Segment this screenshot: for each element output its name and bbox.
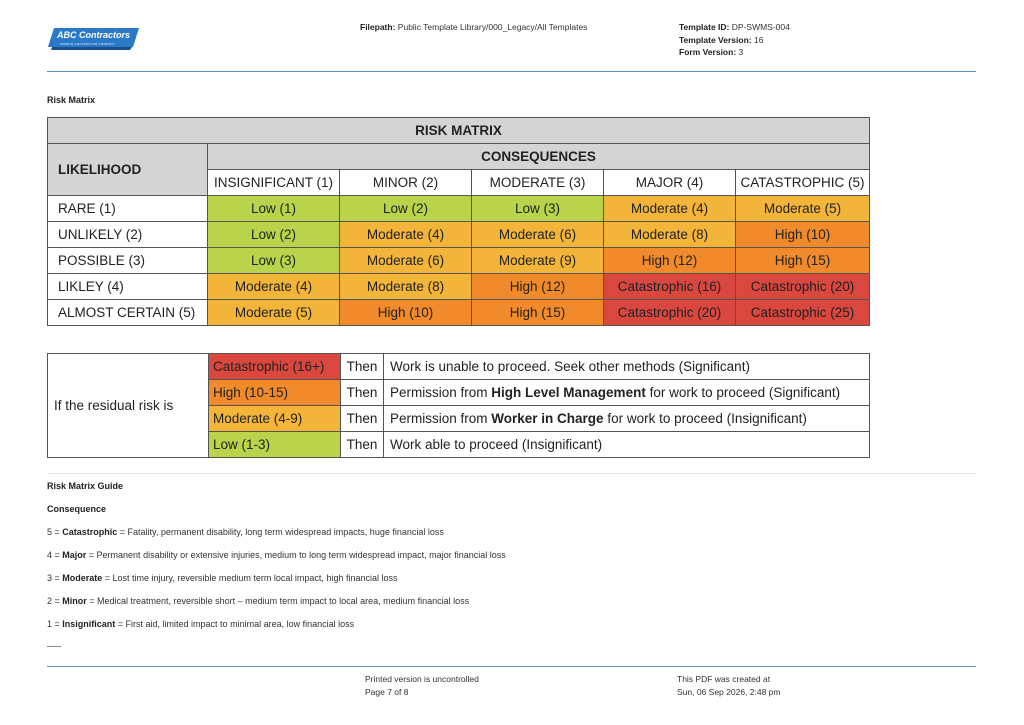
then-word: Then bbox=[341, 432, 384, 458]
desc-bold: High Level Management bbox=[491, 385, 646, 400]
risk-cell: High (10) bbox=[736, 222, 870, 248]
section-title: Risk Matrix bbox=[47, 95, 96, 105]
footer-divider bbox=[47, 666, 976, 667]
column-header: MAJOR (4) bbox=[604, 170, 736, 196]
risk-cell: Catastrophic (16) bbox=[604, 274, 736, 300]
guide-subtitle: Consequence bbox=[47, 504, 107, 514]
uncontrolled-note: Printed version is uncontrolled bbox=[365, 674, 479, 684]
risk-cell: Moderate (8) bbox=[604, 222, 736, 248]
guide-term: Major bbox=[62, 550, 87, 560]
residual-risk-table bbox=[47, 353, 870, 458]
residual-level: Moderate (4-9) bbox=[209, 406, 341, 432]
risk-cell: Moderate (4) bbox=[208, 274, 340, 300]
template-id-label: Template ID: bbox=[679, 22, 730, 32]
guide-item bbox=[47, 619, 354, 629]
filepath bbox=[360, 21, 587, 34]
residual-description bbox=[384, 354, 870, 380]
template-version-label: Template Version: bbox=[679, 34, 752, 45]
residual-label: If the residual risk is bbox=[48, 354, 209, 458]
desc-bold: Worker in Charge bbox=[491, 411, 604, 426]
risk-cell: Moderate (6) bbox=[472, 222, 604, 248]
created-value: Sun, 06 Sep 2026, 2:48 pm bbox=[677, 686, 781, 697]
row-label: UNLIKELY (2) bbox=[48, 222, 208, 248]
footer-created-info bbox=[677, 673, 781, 698]
matrix-row bbox=[48, 196, 870, 222]
risk-cell: Moderate (8) bbox=[340, 274, 472, 300]
risk-cell: Catastrophic (20) bbox=[604, 300, 736, 326]
footer-print-info bbox=[365, 673, 479, 698]
desc-text: Permission from bbox=[390, 411, 492, 426]
created-label: This PDF was created at bbox=[677, 674, 771, 684]
risk-cell: High (15) bbox=[472, 300, 604, 326]
risk-cell: Low (2) bbox=[208, 222, 340, 248]
risk-cell: Catastrophic (20) bbox=[736, 274, 870, 300]
residual-description bbox=[384, 406, 870, 432]
desc-text: for work to proceed (Insignificant) bbox=[603, 411, 807, 426]
template-id-line bbox=[679, 21, 790, 34]
residual-row bbox=[48, 354, 870, 380]
guide-item bbox=[47, 527, 444, 537]
column-header: MODERATE (3) bbox=[472, 170, 604, 196]
short-divider bbox=[47, 646, 61, 647]
guide-text: = First aid, limited impact to minimal area, low financial loss bbox=[115, 619, 355, 629]
risk-cell: Low (3) bbox=[208, 248, 340, 274]
filepath-value: Public Template Library/000_Legacy/All Templates bbox=[397, 22, 588, 32]
column-header: MINOR (2) bbox=[340, 170, 472, 196]
then-word: Then bbox=[341, 354, 384, 380]
column-header: CATASTROPHIC (5) bbox=[736, 170, 870, 196]
risk-cell: Moderate (4) bbox=[604, 196, 736, 222]
guide-title: Risk Matrix Guide bbox=[47, 481, 124, 491]
guide-term: Moderate bbox=[62, 573, 103, 583]
residual-level: Catastrophic (16+) bbox=[209, 354, 341, 380]
guide-text: = Permanent disability or extensive injuries, medium to long term widespread impact, major financial loss bbox=[86, 550, 506, 560]
form-version-line bbox=[679, 46, 790, 59]
guide-term: Catastrophic bbox=[62, 527, 118, 537]
risk-matrix-table bbox=[47, 117, 870, 326]
risk-cell: High (12) bbox=[604, 248, 736, 274]
risk-cell: High (12) bbox=[472, 274, 604, 300]
risk-cell: Low (2) bbox=[340, 196, 472, 222]
column-header: INSIGNIFICANT (1) bbox=[208, 170, 340, 196]
desc-text: Work able to proceed (Insignificant) bbox=[390, 437, 603, 452]
guide-divider bbox=[47, 473, 976, 474]
row-label: POSSIBLE (3) bbox=[48, 248, 208, 274]
template-version-line bbox=[679, 34, 790, 47]
template-meta bbox=[679, 21, 790, 59]
desc-text: Permission from bbox=[390, 385, 492, 400]
template-version-value: 16 bbox=[753, 34, 764, 45]
then-word: Then bbox=[341, 380, 384, 406]
risk-cell: Moderate (9) bbox=[472, 248, 604, 274]
risk-cell: High (10) bbox=[340, 300, 472, 326]
then-word: Then bbox=[341, 406, 384, 432]
desc-text: Work is unable to proceed. Seek other methods (Significant) bbox=[390, 359, 750, 374]
page-number: Page 7 of 8 bbox=[365, 686, 409, 697]
risk-cell: Moderate (4) bbox=[340, 222, 472, 248]
guide-num: 5 = bbox=[47, 527, 63, 537]
residual-level: Low (1-3) bbox=[209, 432, 341, 458]
guide-term: Minor bbox=[62, 596, 87, 606]
matrix-title: RISK MATRIX bbox=[48, 118, 870, 144]
consequences-header: CONSEQUENCES bbox=[208, 144, 870, 170]
desc-text: for work to proceed (Significant) bbox=[645, 385, 841, 400]
risk-cell: High (15) bbox=[736, 248, 870, 274]
guide-num: 1 = bbox=[47, 619, 63, 629]
residual-description bbox=[384, 380, 870, 406]
logo-subtext: SAMPLE CONTRACTOR COMPANY bbox=[60, 42, 115, 46]
guide-text: = Fatality, permanent disability, long term widespread impacts, huge financial loss bbox=[117, 527, 444, 537]
logo-text: ABC Contractors bbox=[57, 30, 131, 40]
matrix-row bbox=[48, 274, 870, 300]
guide-num: 3 = bbox=[47, 573, 63, 583]
guide-num: 2 = bbox=[47, 596, 63, 606]
guide-text: = Medical treatment, reversible short – medium term impact to local area, medium financial loss bbox=[86, 596, 470, 606]
row-label: RARE (1) bbox=[48, 196, 208, 222]
risk-cell: Moderate (5) bbox=[208, 300, 340, 326]
likelihood-header: LIKELIHOOD bbox=[48, 144, 208, 196]
residual-description bbox=[384, 432, 870, 458]
risk-cell: Moderate (5) bbox=[736, 196, 870, 222]
row-label: LIKLEY (4) bbox=[48, 274, 208, 300]
guide-term: Insignificant bbox=[62, 619, 116, 629]
header-divider bbox=[47, 71, 976, 72]
residual-level: High (10-15) bbox=[209, 380, 341, 406]
guide-num: 4 = bbox=[47, 550, 63, 560]
form-version-value: 3 bbox=[738, 47, 744, 57]
template-id-value: DP-SWMS-004 bbox=[731, 22, 790, 32]
row-label: ALMOST CERTAIN (5) bbox=[48, 300, 208, 326]
risk-cell: Catastrophic (25) bbox=[736, 300, 870, 326]
risk-cell: Low (1) bbox=[208, 196, 340, 222]
guide-item bbox=[47, 550, 506, 560]
risk-cell: Low (3) bbox=[472, 196, 604, 222]
company-logo bbox=[48, 27, 140, 51]
form-version-label: Form Version: bbox=[679, 47, 737, 57]
guide-item bbox=[47, 573, 397, 583]
guide-text: = Lost time injury, reversible medium term local impact, high financial loss bbox=[102, 573, 398, 583]
matrix-row bbox=[48, 222, 870, 248]
matrix-row bbox=[48, 248, 870, 274]
guide-item bbox=[47, 596, 469, 606]
matrix-row bbox=[48, 300, 870, 326]
filepath-label: Filepath: bbox=[360, 22, 396, 32]
risk-cell: Moderate (6) bbox=[340, 248, 472, 274]
